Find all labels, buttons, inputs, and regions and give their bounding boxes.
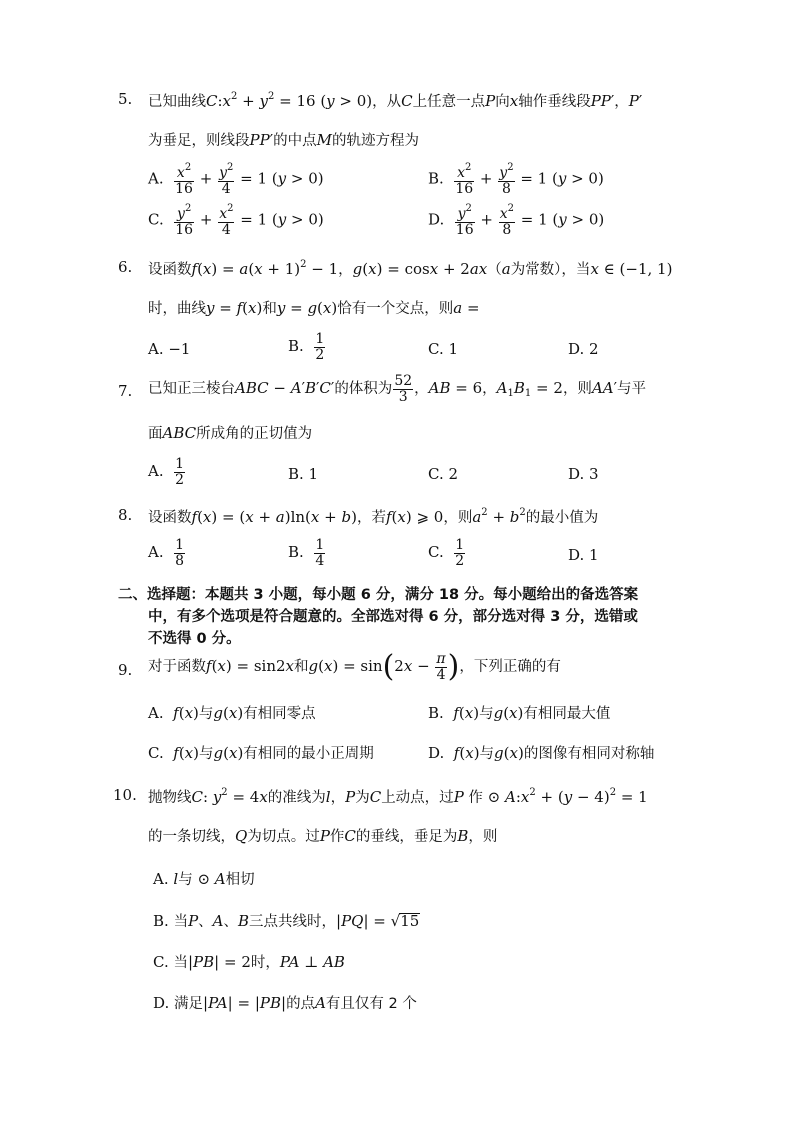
question-number: 7. <box>118 382 133 400</box>
option-d: D. 1 <box>568 546 599 564</box>
option-d: D. f(x)与g(x)的图像有相同对称轴 <box>428 744 655 762</box>
question-number: 9. <box>118 661 133 679</box>
option-d: D. 2 <box>568 340 599 358</box>
option-a: A. l与 ⊙ A相切 <box>153 870 255 888</box>
option-b: B. $\frac{1}{4}$ <box>288 537 325 569</box>
option-c: C. f(x)与g(x)有相同的最小正周期 <box>148 744 374 762</box>
option-c: C. $\frac{1}{2}$ <box>428 537 465 569</box>
option-a: A. f(x)与g(x)有相同零点 <box>148 704 316 722</box>
option-b: B. $\frac{x^2}{16}$ + $\frac{y^2}{8}$ = 1 (y > 0) <box>428 162 604 197</box>
question-stem-line: 设函数$f(x) = a(x + 1)^2 - 1$，g(x) = cosx + 2ax（a为常数），当x ∈ (−1, 1) <box>148 259 673 278</box>
option-a: A. $\frac{1}{8}$ <box>148 537 185 569</box>
option-b: B. f(x)与g(x)有相同最大值 <box>428 704 611 722</box>
section-heading: 二、选择题：本题共 3 小题，每小题 6 分，满分 18 分。每小题给出的备选答案 <box>118 587 639 603</box>
question-stem-line: 面ABC所成角的正切值为 <box>148 424 313 442</box>
option-b: B. 当P、A、B三点共线时，|PQ| = √15 <box>153 912 420 930</box>
question-stem-line: 已知曲线$C:x^2 + y^2 = 16$ (y > 0)，从C上任意一点P向x轴作垂线段PP′，P′ <box>148 91 643 110</box>
option-c: C. 1 <box>428 340 459 358</box>
option-c: C. $\frac{y^2}{16}$ + $\frac{x^2}{4}$ = 1 (y > 0) <box>148 203 324 238</box>
question-stem-line: 时，曲线y = f(x)和y = g(x)恰有一个交点，则a = <box>148 299 480 317</box>
question-stem-line: 抛物线C: $y^2 = 4x$的准线为l，P为C上动点，过P 作 ⊙ $A:x^2 + (y - 4)^2 = 1$ <box>148 787 648 806</box>
section-heading: 中，有多个选项是符合题意的。全部选对得 6 分，部分选对得 3 分，选错或 <box>148 609 638 625</box>
option-d: D. 3 <box>568 465 599 483</box>
question-stem-line: 设函数f(x) = (x + a)ln(x + b)，若f(x) ⩾ 0，则$a^2 + b^2$的最小值为 <box>148 507 599 526</box>
question-number: 5. <box>118 90 133 108</box>
option-c: C. 当|PB| = 2时，PA ⊥ AB <box>153 953 345 971</box>
option-b: B. 1 <box>288 465 319 483</box>
option-a: A. $\frac{x^2}{16}$ + $\frac{y^2}{4}$ = 1 (y > 0) <box>148 162 324 197</box>
question-stem-line: 为垂足，则线段PP′的中点M的轨迹方程为 <box>148 131 419 149</box>
question-stem-line: 对于函数f(x) = sin2x和g(x) = sin(2x − $\frac{\pi}{4}$ )，下列正确的有 <box>148 649 561 685</box>
question-stem-line: 的一条切线，Q为切点。过P作C的垂线，垂足为B，则 <box>148 827 498 845</box>
question-number: 6. <box>118 258 133 276</box>
option-a: A. $\frac{1}{2}$ <box>148 456 185 488</box>
section-heading: 不选得 0 分。 <box>148 631 241 647</box>
question-number: 10. <box>113 786 137 804</box>
option-b: B. $\frac{1}{2}$ <box>288 331 325 363</box>
question-number: 8. <box>118 506 133 524</box>
question-stem-line: 已知正三棱台ABC − A′B′C′的体积为 $\frac{52}{3}$ ，AB = 6，$A_1B_1 = 2$，则AA′与平 <box>148 373 647 405</box>
option-d: D. $\frac{y^2}{16}$ + $\frac{x^2}{8}$ = 1 (y > 0) <box>428 203 605 238</box>
option-c: C. 2 <box>428 465 459 483</box>
option-a: A. −1 <box>148 340 191 358</box>
option-d: D. 满足|PA| = |PB|的点A有且仅有 2 个 <box>153 994 417 1012</box>
